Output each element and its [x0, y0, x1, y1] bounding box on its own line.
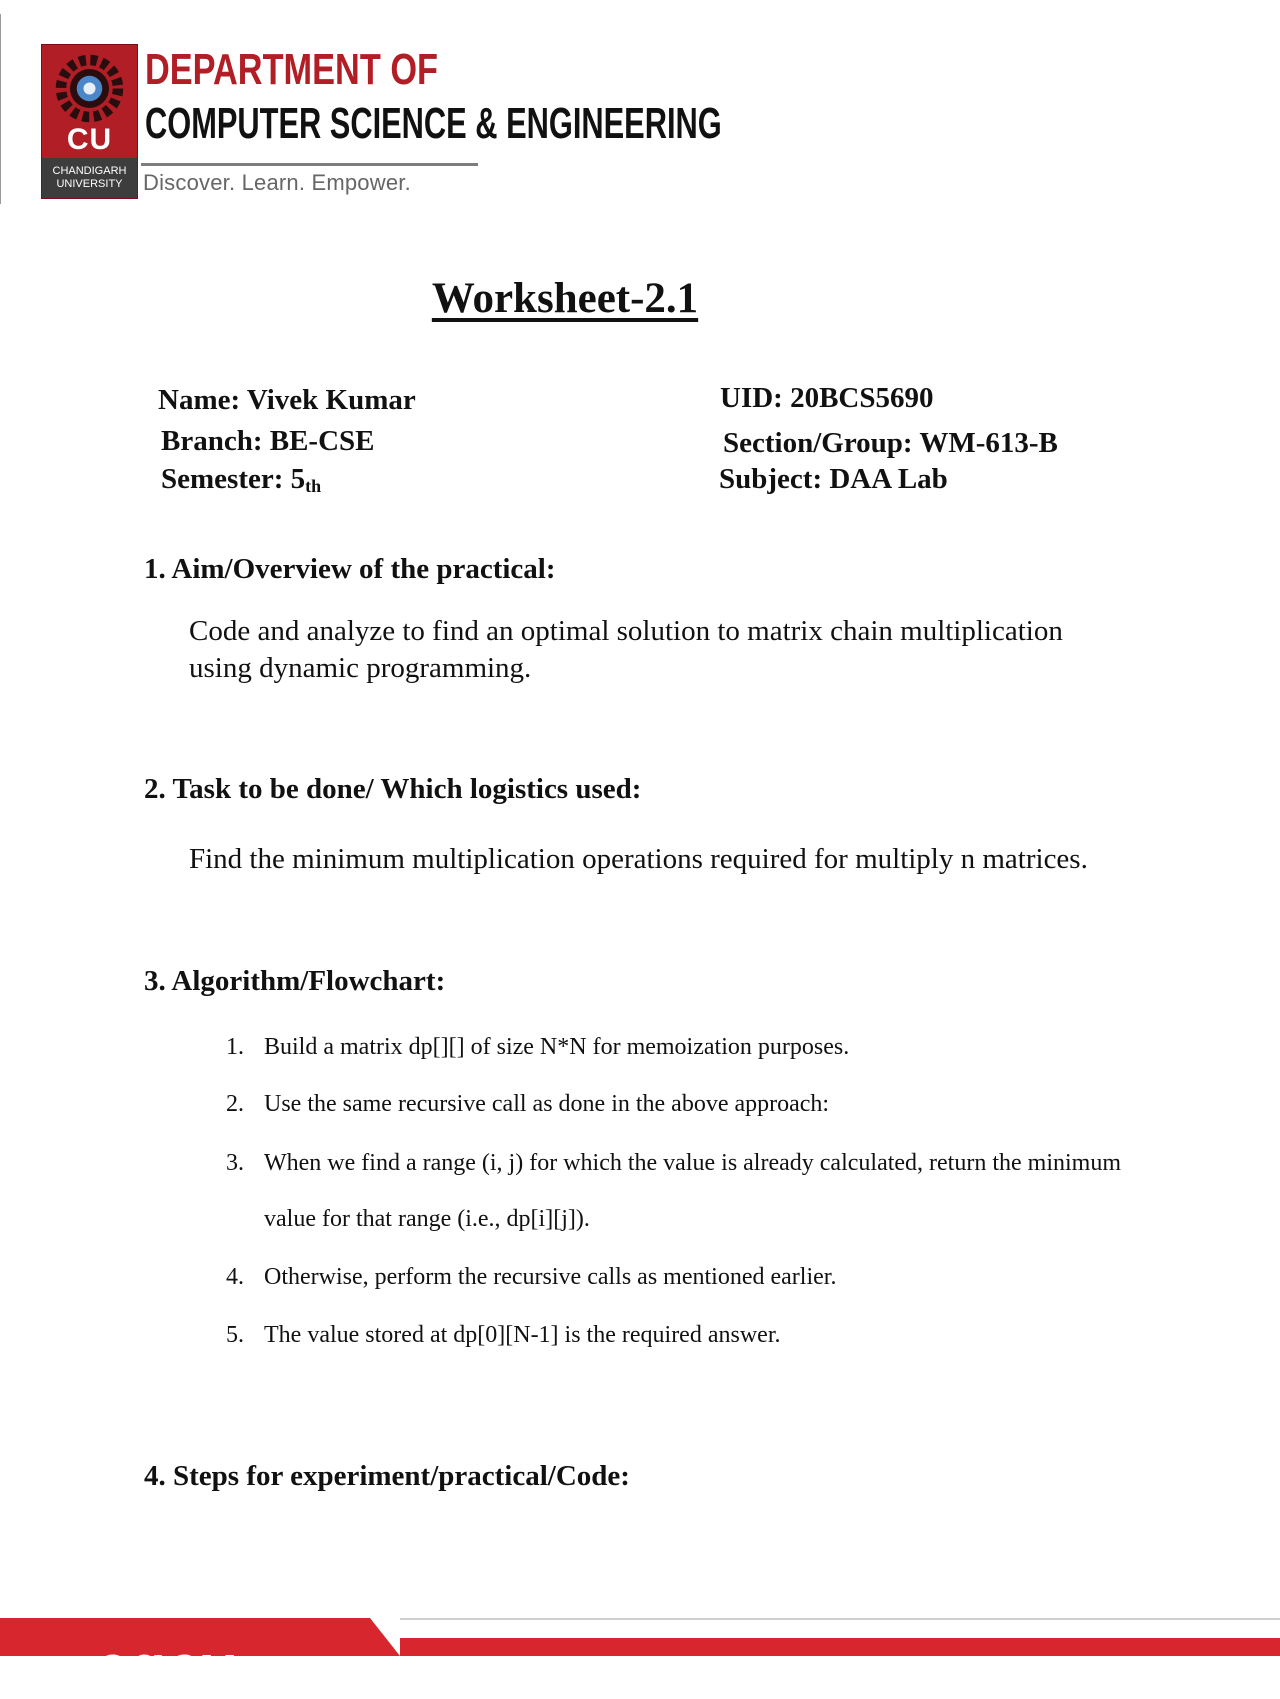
algorithm-heading: 3. Algorithm/Flowchart:: [144, 965, 446, 997]
list-item-text: Build a matrix dp[][] of size N*N for memoization purposes.: [264, 1034, 850, 1060]
tagline: Discover. Learn. Empower.: [143, 170, 411, 195]
student-section: Section/Group: WM-613-B: [723, 427, 1058, 459]
footer-brand-logo: cgcv: [96, 1634, 237, 1699]
student-uid: UID: 20BCS5690: [720, 382, 934, 414]
list-item-text: Otherwise, perform the recursive calls as mentioned earlier.: [264, 1264, 837, 1290]
aim-text-line2: using dynamic programming.: [189, 652, 532, 684]
logo-letters: CU: [66, 123, 113, 156]
semester-suffix: th: [305, 476, 322, 496]
university-logo: [41, 44, 138, 199]
list-item: [226, 1322, 780, 1349]
gear-emblem-icon: [52, 51, 127, 126]
list-item-number: 4.: [226, 1264, 244, 1290]
list-item-number: 2.: [226, 1091, 244, 1117]
aim-text: [189, 613, 1063, 687]
list-item: [226, 1264, 836, 1291]
page-footer: [0, 1618, 1280, 1699]
student-branch: Branch: BE-CSE: [161, 425, 375, 457]
university-name: CHANDIGARH UNIVERSITY: [42, 158, 137, 198]
department-title-line1: DEPARTMENT OF: [145, 45, 438, 94]
header-divider: [141, 163, 478, 166]
list-item: [226, 1034, 849, 1061]
list-item: [226, 1091, 829, 1118]
page-edge-rule: [0, 14, 1, 204]
department-title-line2: COMPUTER SCIENCE & ENGINEERING: [145, 99, 722, 148]
list-item: [226, 1150, 1121, 1177]
list-item-continuation: [226, 1206, 590, 1233]
list-item-text: value for that range (i.e., dp[i][j]).: [264, 1206, 590, 1232]
student-name: Name: Vivek Kumar: [158, 384, 416, 416]
list-item-number: 5.: [226, 1322, 244, 1348]
task-text: Find the minimum multiplication operations required for multiply n matrices.: [189, 843, 1088, 875]
student-subject: Subject: DAA Lab: [719, 463, 948, 495]
worksheet-title: Worksheet-2.1: [431, 275, 699, 322]
list-item-number: 1.: [226, 1034, 244, 1060]
list-item-number: 3.: [226, 1150, 244, 1176]
list-item-text: Use the same recursive call as done in the above approach:: [264, 1091, 830, 1117]
steps-heading: 4. Steps for experiment/practical/Code:: [144, 1460, 630, 1492]
list-item-text: When we find a range (i, j) for which the value is already calculated, return the minimum: [264, 1150, 1122, 1176]
aim-heading: 1. Aim/Overview of the practical:: [144, 553, 556, 585]
aim-text-line1: Code and analyze to find an optimal solution to matrix chain multiplication: [189, 615, 1063, 647]
student-semester: [161, 463, 321, 497]
task-heading: 2. Task to be done/ Which logistics used:: [144, 773, 642, 805]
list-item-text: The value stored at dp[0][N-1] is the required answer.: [264, 1322, 781, 1348]
semester-label: Semester: 5: [161, 463, 306, 495]
